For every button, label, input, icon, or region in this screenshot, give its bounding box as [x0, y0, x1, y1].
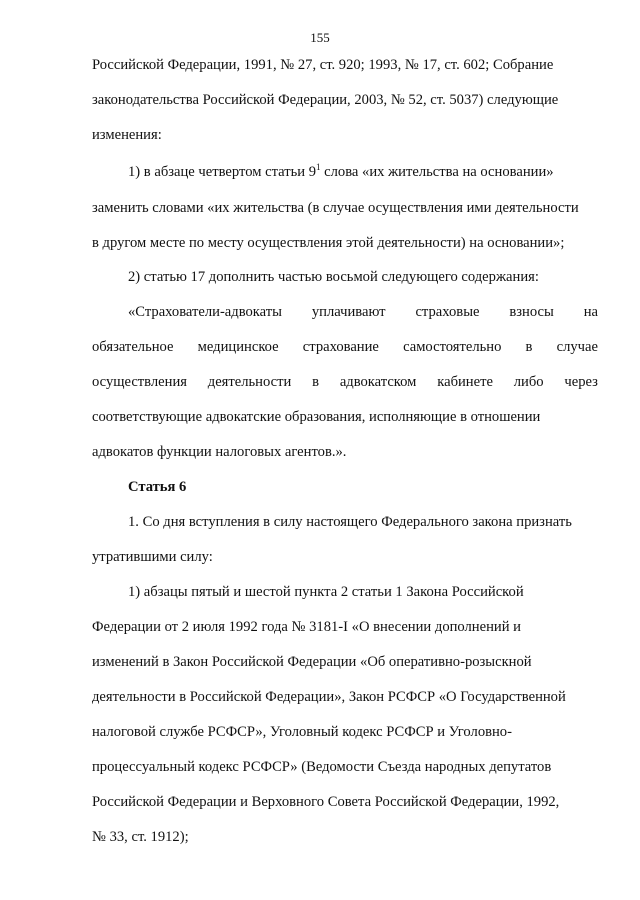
word: взносы [509, 304, 554, 320]
text-fragment: слова «их жительства на основании» [320, 164, 554, 180]
page-number: 155 [310, 30, 330, 45]
word: осуществления [92, 374, 187, 390]
text-line: изменения: [92, 127, 162, 143]
text-line: 1. Со дня вступления в силу настоящего Федерального закона признать [128, 514, 572, 530]
word: деятельности [207, 374, 292, 390]
superscript: 1 [316, 162, 321, 173]
text-line: законодательства Российской Федерации, 2003, № 52, ст. 5037) следующие [92, 92, 559, 108]
text-line: заменить словами «их жительства (в случае осуществления ими деятельности [92, 200, 579, 216]
text-fragment: 1) в абзаце четвертом статьи 9 [128, 164, 317, 180]
text-line: деятельности в Российской Федерации», Закон РСФСР «О Государственной [92, 689, 566, 705]
text-line: утратившими силу: [92, 549, 213, 565]
text-line: изменений в Закон Российской Федерации «Об оперативно-розыскной [92, 654, 532, 670]
text-line: 2) статью 17 дополнить частью восьмой следующего содержания: [128, 269, 539, 285]
text-line: в другом месте по месту осуществления этой деятельности) на основании»; [92, 235, 565, 251]
word: страхование [302, 339, 379, 355]
word: либо [513, 374, 544, 390]
word: адвокатском [339, 374, 417, 390]
word: в [525, 339, 533, 355]
word: самостоятельно [403, 339, 502, 355]
text-line: адвокатов функции налоговых агентов.». [92, 444, 347, 460]
text-line: Федерации от 2 июля 1992 года № 3181-I «О внесении дополнений и [92, 619, 521, 635]
text-line: процессуальный кодекс РСФСР» (Ведомости Съезда народных депутатов [92, 759, 552, 775]
word: уплачивают [311, 304, 386, 320]
text-line: 1) абзацы пятый и шестой пункта 2 статьи 1 Закона Российской [128, 584, 524, 600]
text-line: налоговой службе РСФСР», Уголовный кодекс РСФСР и Уголовно- [92, 724, 512, 740]
word: кабинете [437, 374, 493, 390]
word: «Страхователи-адвокаты [128, 304, 282, 320]
word: обязательное [92, 339, 174, 355]
word: через [564, 374, 598, 390]
text-line: соответствующие адвокатские образования, исполняющие в отношении [92, 409, 541, 425]
word: на [583, 304, 598, 320]
text-line [92, 373, 598, 391]
word: страховые [415, 304, 480, 320]
text-line: № 33, ст. 1912); [92, 829, 189, 845]
text-line: Российской Федерации, 1991, № 27, ст. 920; 1993, № 17, ст. 602; Собрание [92, 57, 554, 73]
word: в [312, 374, 320, 390]
article-heading: Статья 6 [128, 479, 187, 495]
text-line [128, 163, 554, 181]
text-line [92, 338, 598, 356]
text-line: Российской Федерации и Верховного Совета Российской Федерации, 1992, [92, 794, 560, 810]
text-line [128, 303, 598, 321]
word: случае [556, 339, 598, 355]
word: медицинское [197, 339, 279, 355]
